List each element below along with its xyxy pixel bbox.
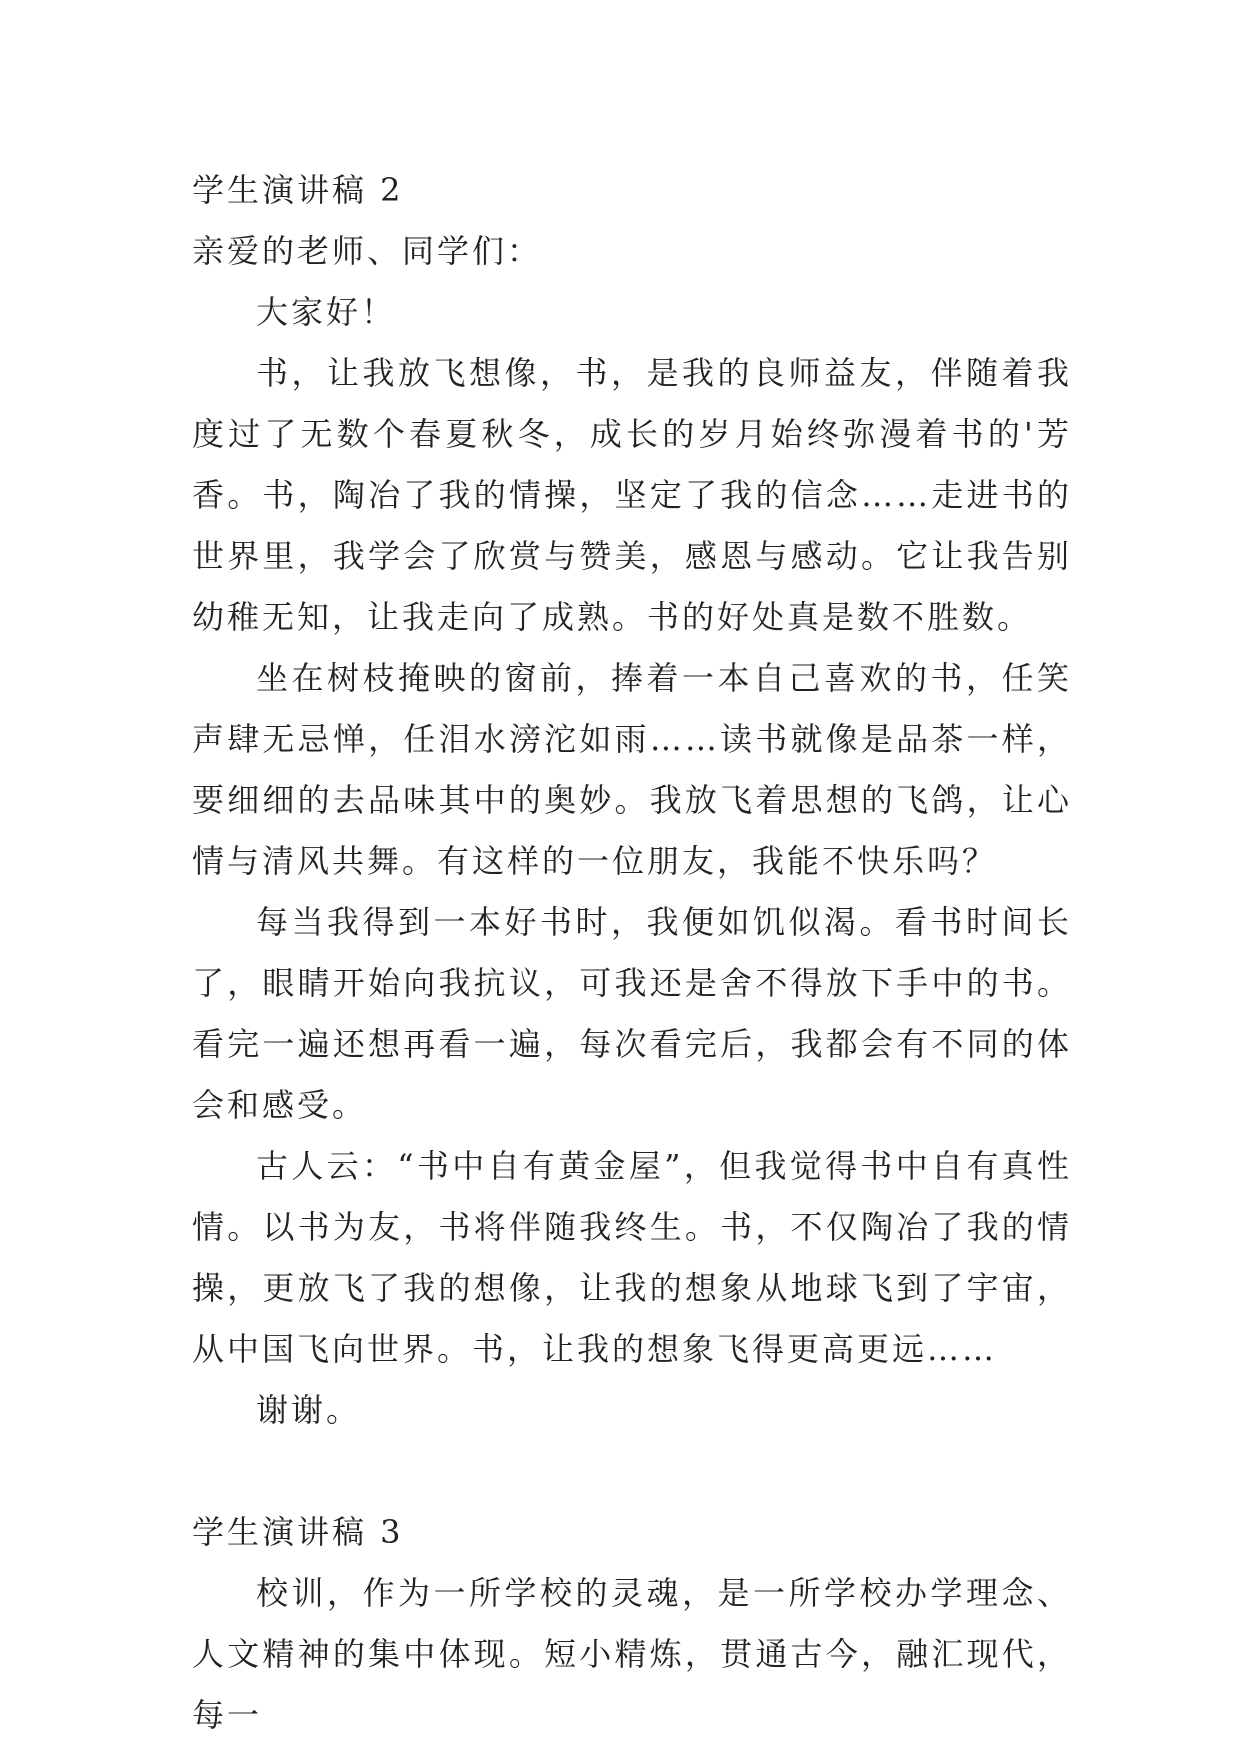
- paragraph: 校训，作为一所学校的灵魂，是一所学校办学理念、人文精神的集中体现。短小精炼，贯通古今，融汇现代，每一: [192, 1574, 1072, 1734]
- section-spacer: [192, 1441, 1072, 1502]
- hello-line: 大家好！: [256, 293, 397, 331]
- paragraph: 书，让我放飞想像，书，是我的良师益友，伴随着我度过了无数个春夏秋冬，成长的岁月始终弥漫着书的'芳香。书，陶冶了我的情操，坚定了我的信念……走进书的世界里，我学会了欣赏与赞美，感恩与感动。它让我告别幼稚无知，让我走向了成熟。书的好处真是数不胜数。: [192, 354, 1072, 636]
- section-2-title: 学生演讲稿 2: [192, 171, 404, 209]
- document-body: [192, 160, 1072, 1746]
- closing-line: 谢谢。: [256, 1391, 362, 1429]
- greeting: 亲爱的老师、同学们：: [192, 232, 543, 270]
- paragraph: 古人云：“书中自有黄金屋”，但我觉得书中自有真性情。以书为友，书将伴随我终生。书，不仅陶冶了我的情操，更放飞了我的想像，让我的想象从地球飞到了宇宙，从中国飞向世界。书，让我的想象飞得更高更远……: [192, 1147, 1072, 1368]
- section-3-title: 学生演讲稿 3: [192, 1513, 404, 1551]
- paragraph: 坐在树枝掩映的窗前，捧着一本自己喜欢的书，任笑声肆无忌惮，任泪水滂沱如雨……读书就像是品茶一样，要细细的去品味其中的奥妙。我放飞着思想的飞鸽，让心情与清风共舞。有这样的一位朋友，我能不快乐吗？: [192, 659, 1072, 880]
- paragraph: 每当我得到一本好书时，我便如饥似渴。看书时间长了，眼睛开始向我抗议，可我还是舍不得放下手中的书。看完一遍还想再看一遍，每次看完后，我都会有不同的体会和感受。: [192, 903, 1072, 1124]
